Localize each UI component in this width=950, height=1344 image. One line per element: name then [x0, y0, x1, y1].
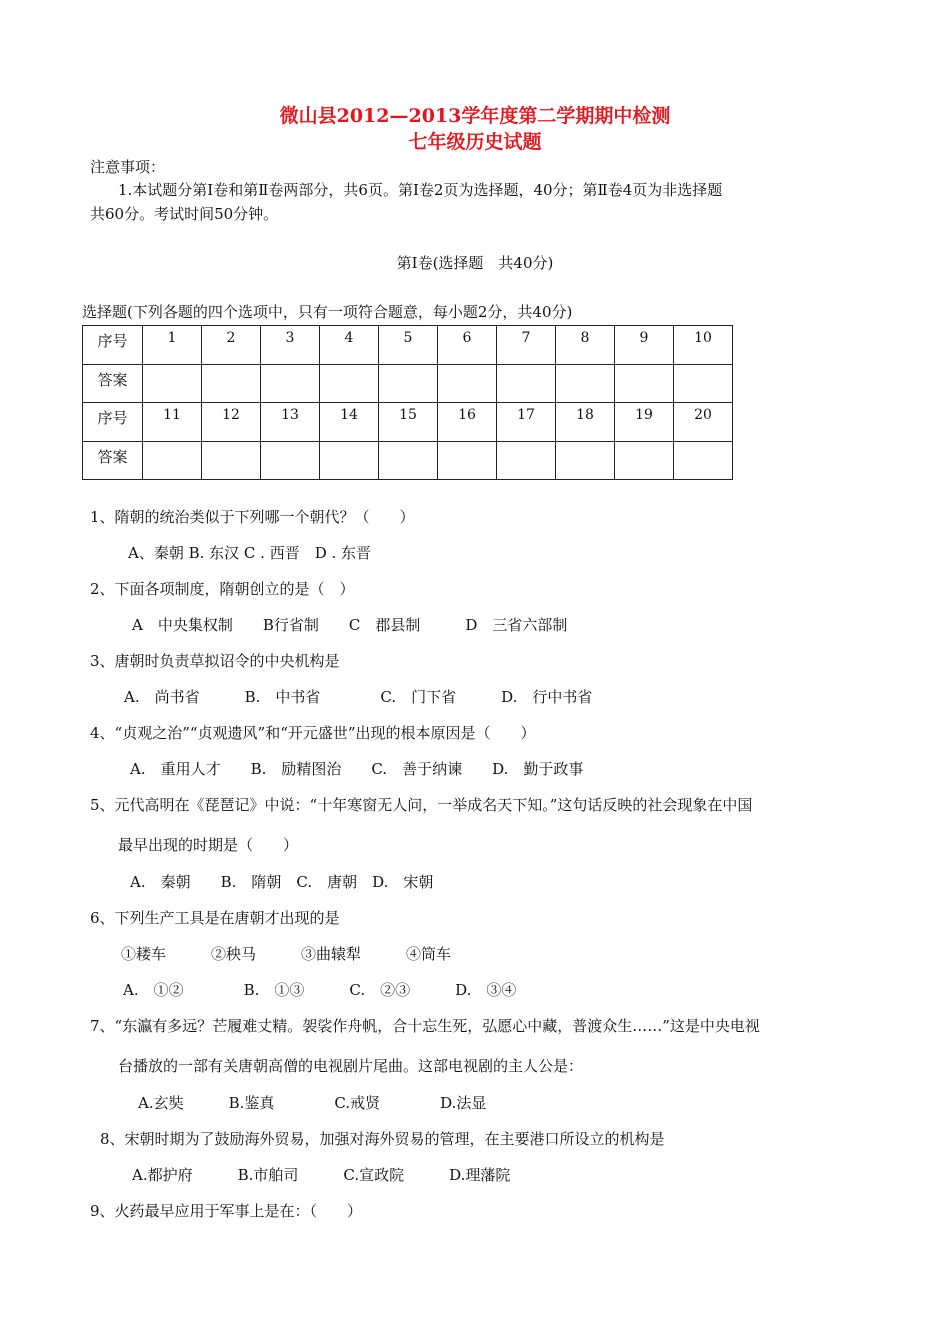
question-number: 16	[438, 403, 497, 442]
question-number: 5	[379, 326, 438, 365]
question-4: 4、“贞观之治”“贞观遗风”和“开元盛世”出现的根本原因是（ ）	[90, 724, 536, 742]
answer-cell[interactable]	[438, 364, 497, 403]
answer-cell[interactable]	[674, 364, 733, 403]
question-2-options: A 中央集权制 B行省制 C 郡县制 D 三省六部制	[132, 616, 568, 634]
row-label: 答案	[83, 441, 143, 480]
answer-table	[82, 325, 733, 480]
answer-cell[interactable]	[556, 364, 615, 403]
exam-title: 微山县2012—2013学年度第二学期期中检测	[279, 105, 671, 127]
question-6: 6、下列生产工具是在唐朝才出现的是	[90, 909, 340, 927]
answer-cell[interactable]	[261, 364, 320, 403]
question-4-options: A. 重用人才 B. 励精图治 C. 善于纳谏 D. 勤于政事	[130, 760, 584, 778]
question-7: 7、“东瀛有多远？芒履难丈精。袈裟作舟帆，合十忘生死，弘愿心中藏，普渡众生……”这是中央电视	[90, 1017, 760, 1035]
question-number: 12	[202, 403, 261, 442]
question-3-options: A. 尚书省 B. 中书省 C. 门下省 D. 行中书省	[124, 688, 593, 706]
question-number: 14	[320, 403, 379, 442]
answer-cell[interactable]	[674, 441, 733, 480]
notice-label: 注意事项：	[90, 158, 166, 176]
answer-cell[interactable]	[143, 441, 202, 480]
answer-cell[interactable]	[202, 441, 261, 480]
question-9: 9、火药最早应用于军事上是在：（ ）	[90, 1202, 363, 1220]
question-number: 3	[261, 326, 320, 365]
question-5-options: A. 秦朝 B. 隋朝 C. 唐朝 D. 宋朝	[130, 873, 434, 891]
exam-subtitle: 七年级历史试题	[408, 131, 542, 153]
answer-cell[interactable]	[497, 364, 556, 403]
question-1: 1、隋朝的统治类似于下列哪一个朝代？（ ）	[90, 508, 415, 526]
section-title: 第Ⅰ卷(选择题 共40分)	[396, 254, 554, 272]
question-5: 5、元代高明在《琵琶记》中说：“十年寒窗无人问，一举成名天下知。”这句话反映的社会现象在中国	[90, 796, 753, 814]
answer-cell[interactable]	[143, 364, 202, 403]
question-6-items: ①耧车 ②秧马 ③曲辕犁 ④筒车	[121, 945, 452, 963]
answer-cell[interactable]	[497, 441, 556, 480]
question-number: 11	[143, 403, 202, 442]
question-number: 4	[320, 326, 379, 365]
question-number: 15	[379, 403, 438, 442]
table-row	[83, 441, 733, 480]
question-8: 8、宋朝时期为了鼓励海外贸易，加强对海外贸易的管理，在主要港口所设立的机构是	[100, 1130, 665, 1148]
answer-cell[interactable]	[261, 441, 320, 480]
question-number: 19	[615, 403, 674, 442]
row-label: 答案	[83, 364, 143, 403]
notice-line-2: 共60分。考试时间50分钟。	[90, 205, 279, 223]
question-6-options: A. ①② B. ①③ C. ②③ D. ③④	[123, 981, 517, 999]
question-3: 3、唐朝时负责草拟诏令的中央机构是	[90, 652, 340, 670]
question-number: 9	[615, 326, 674, 365]
notice-line-1: 1.本试题分第Ⅰ卷和第Ⅱ卷两部分，共6页。第Ⅰ卷2页为选择题，40分；第Ⅱ卷4页为非选择题	[118, 181, 723, 199]
answer-cell[interactable]	[438, 441, 497, 480]
table-row	[83, 326, 733, 365]
row-label: 序号	[83, 403, 143, 442]
question-number: 8	[556, 326, 615, 365]
question-number: 7	[497, 326, 556, 365]
answer-cell[interactable]	[320, 441, 379, 480]
question-7-continued: 台播放的一部有关唐朝高僧的电视剧片尾曲。这部电视剧的主人公是：	[118, 1057, 584, 1075]
table-row	[83, 403, 733, 442]
question-number: 1	[143, 326, 202, 365]
question-number: 2	[202, 326, 261, 365]
question-1-options: A、秦朝 B. 东汉 C . 西晋 D . 东晋	[128, 544, 372, 562]
section-instruction: 选择题(下列各题的四个选项中，只有一项符合题意，每小题2分，共40分)	[82, 303, 573, 321]
question-2: 2、下面各项制度，隋朝创立的是（ ）	[90, 580, 355, 598]
question-number: 18	[556, 403, 615, 442]
row-label: 序号	[83, 326, 143, 365]
answer-cell[interactable]	[320, 364, 379, 403]
question-number: 6	[438, 326, 497, 365]
question-7-options: A.玄奘 B.鉴真 C.戒贤 D.法显	[138, 1094, 487, 1112]
question-number: 20	[674, 403, 733, 442]
question-number: 13	[261, 403, 320, 442]
question-5-continued: 最早出现的时期是（ ）	[118, 836, 299, 854]
answer-cell[interactable]	[379, 364, 438, 403]
answer-cell[interactable]	[615, 364, 674, 403]
answer-cell[interactable]	[379, 441, 438, 480]
question-number: 10	[674, 326, 733, 365]
answer-cell[interactable]	[202, 364, 261, 403]
answer-cell[interactable]	[615, 441, 674, 480]
question-8-options: A.都护府 B.市舶司 C.宣政院 D.理藩院	[132, 1166, 511, 1184]
question-number: 17	[497, 403, 556, 442]
answer-cell[interactable]	[556, 441, 615, 480]
table-row	[83, 364, 733, 403]
